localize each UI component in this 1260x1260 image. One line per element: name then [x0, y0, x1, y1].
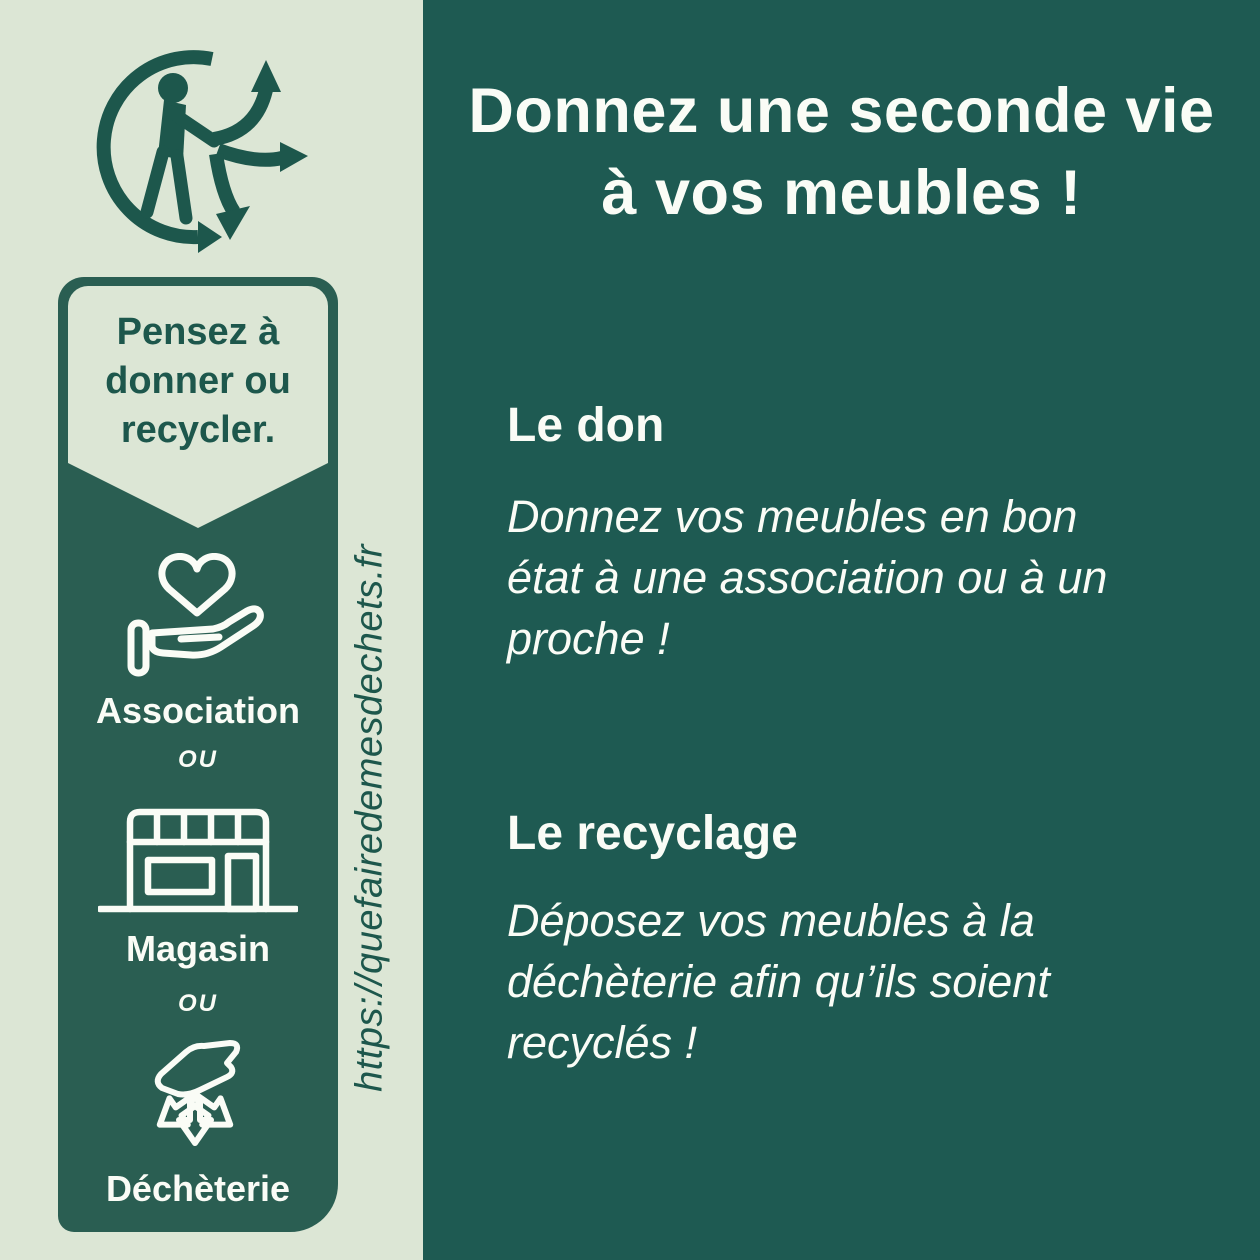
- section-heading-le-don: Le don: [507, 399, 665, 452]
- recyclage-body-line2: déchèterie afin qu’ils soient: [507, 956, 1050, 1007]
- page-title-line1: Donnez une seconde vie: [468, 76, 1215, 146]
- storefront-icon: [98, 804, 298, 916]
- section-heading-le-recyclage: Le recyclage: [507, 807, 798, 860]
- heart-hand-icon: [125, 553, 270, 683]
- waste-drop-icon: [128, 1036, 263, 1164]
- label-association: Association: [95, 690, 301, 731]
- page-title: [423, 70, 1260, 234]
- website-url-link[interactable]: https://quefairedemesdechets.fr: [348, 544, 391, 1092]
- separator-ou-2: OU: [178, 990, 218, 1017]
- don-body-line2: état à une association ou à un: [507, 552, 1108, 603]
- section-body-le-don: [507, 486, 1107, 669]
- label-decheterie: Déchèterie: [105, 1168, 291, 1209]
- badge-line1: Pensez à: [116, 311, 280, 353]
- right-panel: [423, 0, 1260, 1260]
- don-body-line3: proche !: [507, 613, 670, 664]
- badge-line3: recycler.: [120, 409, 276, 451]
- recyclage-body-line1: Déposez vos meubles à la: [507, 895, 1035, 946]
- badge-line2: donner ou: [105, 360, 291, 402]
- section-body-le-recyclage: [507, 890, 1050, 1073]
- recyclage-body-line3: recyclés !: [507, 1017, 698, 1068]
- badge-pensez-a-donner: [58, 308, 338, 455]
- don-body-line1: Donnez vos meubles en bon: [507, 491, 1078, 542]
- triman-recycling-icon: [88, 46, 323, 261]
- page-title-line2: à vos meubles !: [601, 158, 1082, 228]
- separator-ou-1: OU: [178, 746, 218, 773]
- label-magasin: Magasin: [125, 928, 271, 969]
